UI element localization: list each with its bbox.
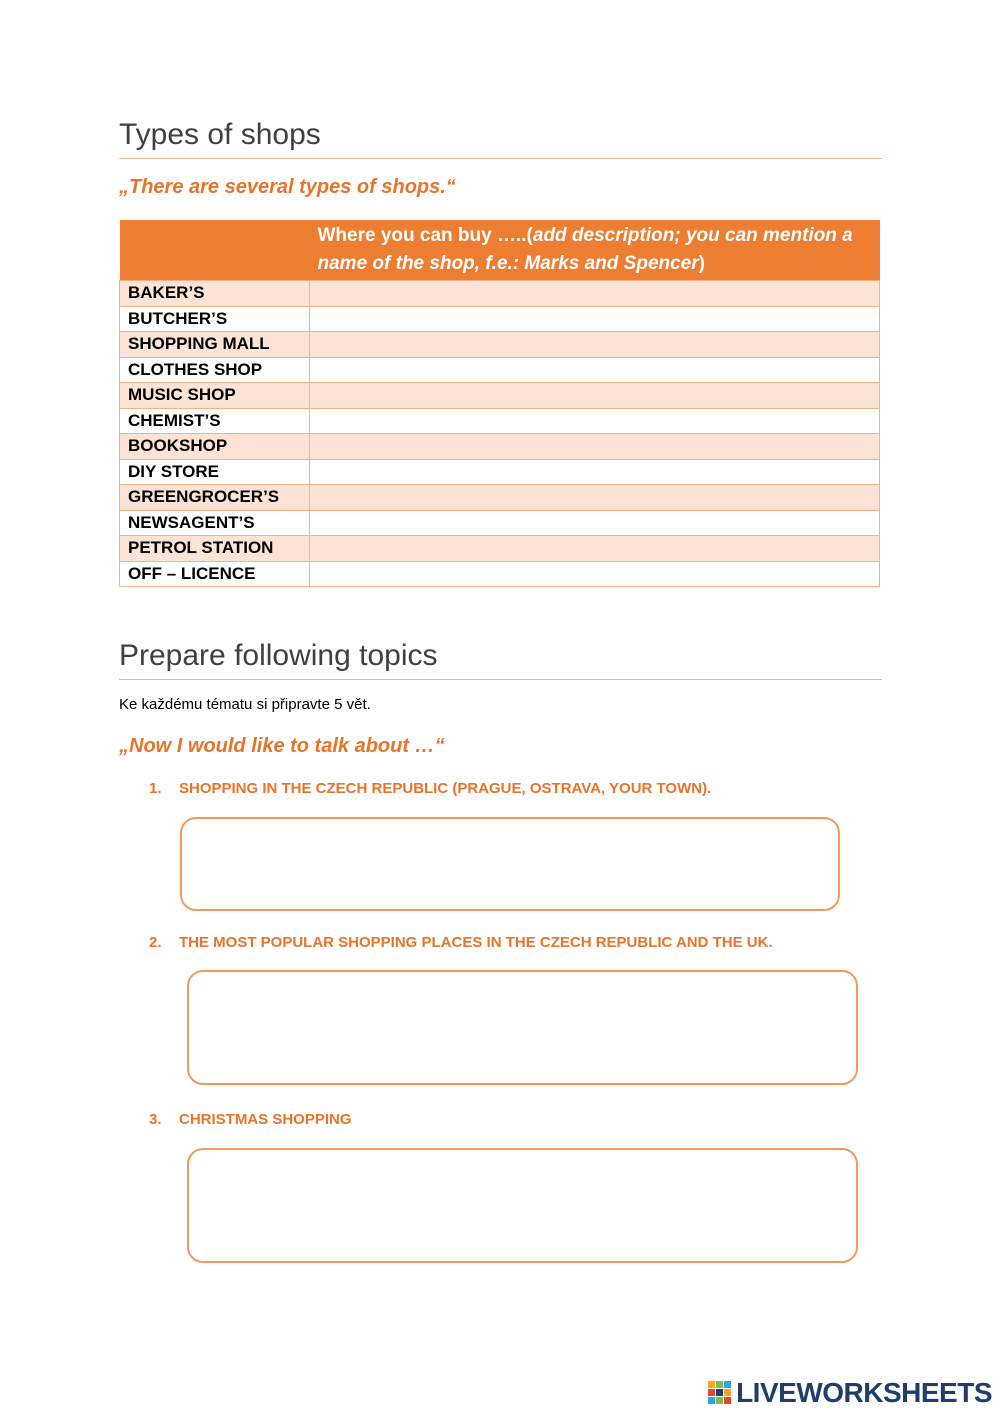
section-heading-types-of-shops: Types of shops xyxy=(119,118,882,159)
shop-name: CLOTHES SHOP xyxy=(120,357,310,383)
description-cell[interactable] xyxy=(310,357,880,383)
topic-number: 3. xyxy=(149,1111,162,1128)
description-cell[interactable] xyxy=(310,408,880,434)
table-row xyxy=(120,332,880,358)
liveworksheets-logo xyxy=(708,1375,992,1411)
topic-number: 1. xyxy=(149,780,162,797)
shop-name: BAKER’S xyxy=(120,281,310,307)
table-row xyxy=(120,383,880,409)
description-cell[interactable] xyxy=(310,459,880,485)
topic-text: THE MOST POPULAR SHOPPING PLACES IN THE CZECH REPUBLIC AND THE UK. xyxy=(179,934,773,951)
description-cell[interactable] xyxy=(310,536,880,562)
table-header-row xyxy=(120,220,880,281)
table-row xyxy=(120,357,880,383)
table-row xyxy=(120,485,880,511)
table-row xyxy=(120,306,880,332)
description-cell[interactable] xyxy=(310,434,880,460)
table-row xyxy=(120,536,880,562)
shop-name: BOOKSHOP xyxy=(120,434,310,460)
quote-topics: „Now I would like to talk about …“ xyxy=(119,735,445,757)
description-cell[interactable] xyxy=(310,561,880,587)
table-row xyxy=(120,434,880,460)
section-heading-topics: Prepare following topics xyxy=(119,639,882,680)
liveworksheets-logo-icon xyxy=(708,1381,732,1405)
table-header-blank xyxy=(120,220,310,281)
shop-name: BUTCHER’S xyxy=(120,306,310,332)
shop-name: NEWSAGENT’S xyxy=(120,510,310,536)
topic-3 xyxy=(149,1111,352,1128)
topic-number: 2. xyxy=(149,934,162,951)
shop-name: GREENGROCER’S xyxy=(120,485,310,511)
table-row xyxy=(120,281,880,307)
answer-box-3[interactable] xyxy=(187,1148,858,1263)
liveworksheets-logo-text: LIVEWORKSHEETS xyxy=(736,1377,992,1408)
shop-name: MUSIC SHOP xyxy=(120,383,310,409)
shop-name: CHEMIST’S xyxy=(120,408,310,434)
description-cell[interactable] xyxy=(310,510,880,536)
description-cell[interactable] xyxy=(310,332,880,358)
quote-types: „There are several types of shops.“ xyxy=(119,176,456,198)
table-header-description: Where you can buy …..(add description; you can mention a name of the shop, f.e.: Marks and Spencer) xyxy=(310,220,880,281)
shop-name: PETROL STATION xyxy=(120,536,310,562)
table-row xyxy=(120,561,880,587)
shop-name: OFF – LICENCE xyxy=(120,561,310,587)
table-row xyxy=(120,459,880,485)
table-row xyxy=(120,510,880,536)
instruction-note: Ke každému tématu si připravte 5 vět. xyxy=(119,696,371,713)
description-cell[interactable] xyxy=(310,485,880,511)
topic-1 xyxy=(149,780,711,797)
table-row xyxy=(120,408,880,434)
shop-name: SHOPPING MALL xyxy=(120,332,310,358)
description-cell[interactable] xyxy=(310,383,880,409)
shop-name: DIY STORE xyxy=(120,459,310,485)
description-cell[interactable] xyxy=(310,306,880,332)
answer-box-1[interactable] xyxy=(180,817,840,911)
answer-box-2[interactable] xyxy=(187,970,858,1085)
topic-text: SHOPPING IN THE CZECH REPUBLIC (PRAGUE, OSTRAVA, YOUR TOWN). xyxy=(179,780,712,797)
shops-table xyxy=(119,220,880,587)
topic-2 xyxy=(149,934,773,951)
topic-text: CHRISTMAS SHOPPING xyxy=(179,1111,352,1128)
description-cell[interactable] xyxy=(310,281,880,307)
